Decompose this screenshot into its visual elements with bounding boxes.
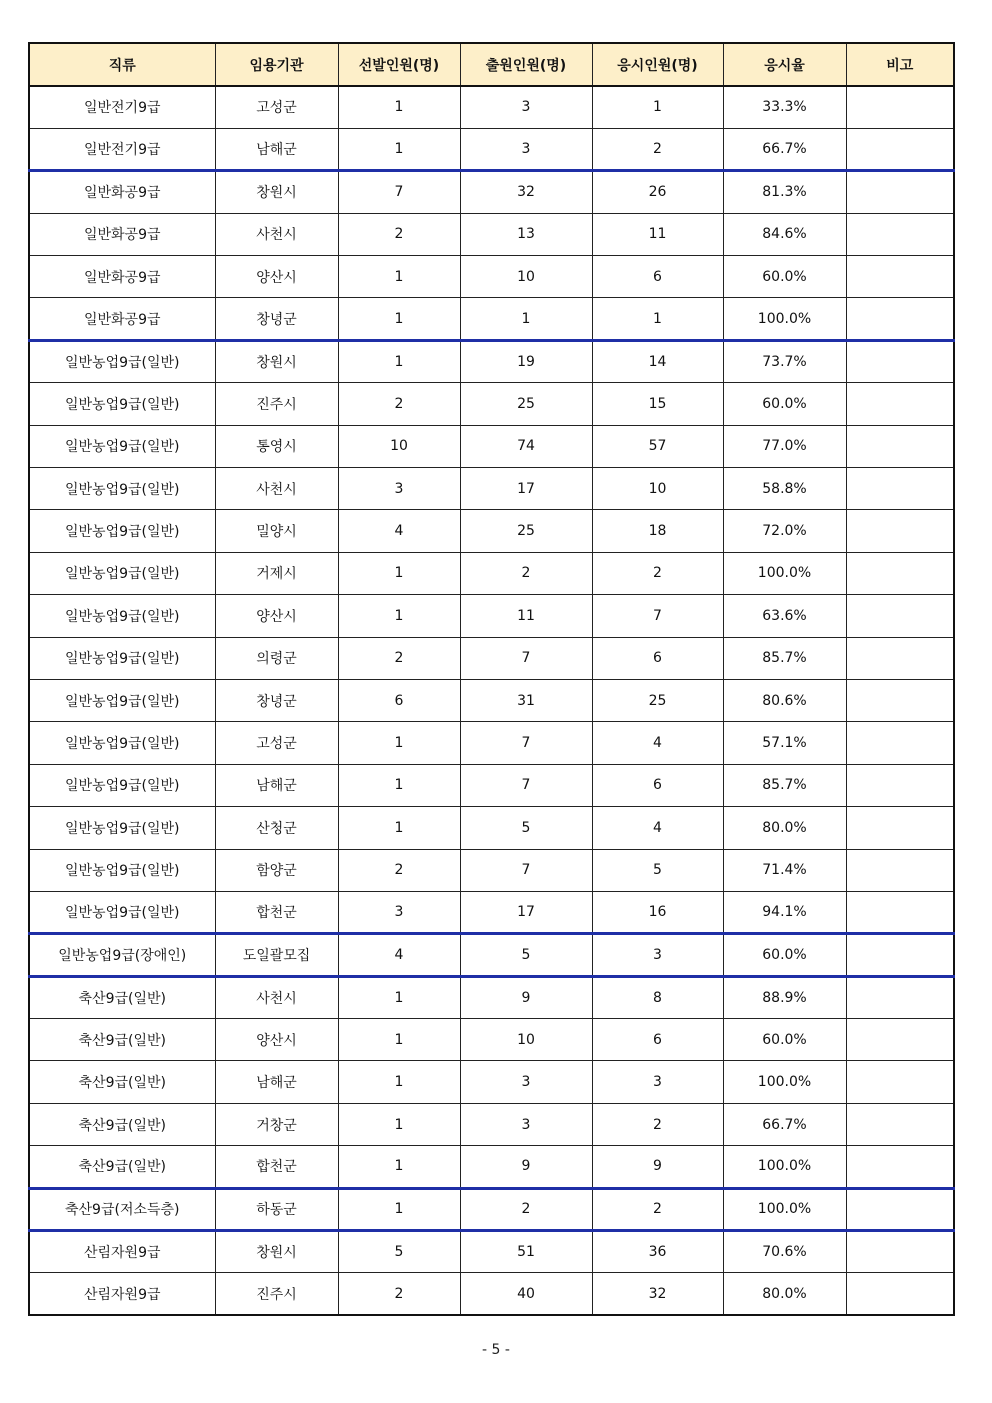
cell-note <box>846 849 954 891</box>
cell-note <box>846 1231 954 1273</box>
cell-attended: 2 <box>592 128 723 170</box>
cell-job: 축산9급(일반) <box>29 1061 215 1103</box>
table-row <box>29 213 954 255</box>
page-number: - 5 - <box>482 1342 510 1358</box>
cell-selected: 2 <box>338 637 460 679</box>
cell-selected: 2 <box>338 213 460 255</box>
cell-note <box>846 1103 954 1145</box>
cell-applied: 74 <box>460 425 592 467</box>
table-row <box>29 934 954 976</box>
cell-selected: 1 <box>338 1019 460 1061</box>
cell-rate: 72.0% <box>723 510 846 552</box>
cell-applied: 2 <box>460 1188 592 1230</box>
cell-applied: 10 <box>460 256 592 298</box>
cell-rate: 100.0% <box>723 1188 846 1230</box>
cell-job: 일반농업9급(일반) <box>29 764 215 806</box>
cell-note <box>846 722 954 764</box>
cell-applied: 25 <box>460 383 592 425</box>
cell-applied: 32 <box>460 171 592 213</box>
cell-attended: 4 <box>592 722 723 764</box>
table-row <box>29 1273 954 1315</box>
cell-rate: 88.9% <box>723 976 846 1018</box>
cell-attended: 16 <box>592 891 723 933</box>
cell-rate: 60.0% <box>723 1019 846 1061</box>
table-row <box>29 86 954 128</box>
cell-job: 일반농업9급(일반) <box>29 383 215 425</box>
cell-rate: 63.6% <box>723 595 846 637</box>
cell-agency: 산청군 <box>215 807 338 849</box>
table-row <box>29 383 954 425</box>
table-row <box>29 637 954 679</box>
cell-selected: 1 <box>338 807 460 849</box>
cell-attended: 2 <box>592 1103 723 1145</box>
cell-job: 일반화공9급 <box>29 171 215 213</box>
cell-note <box>846 976 954 1018</box>
cell-attended: 1 <box>592 298 723 340</box>
cell-job: 일반농업9급(일반) <box>29 891 215 933</box>
cell-agency: 밀양시 <box>215 510 338 552</box>
cell-note <box>846 425 954 467</box>
cell-rate: 66.7% <box>723 128 846 170</box>
cell-agency: 통영시 <box>215 425 338 467</box>
cell-job: 일반농업9급(일반) <box>29 807 215 849</box>
cell-job: 일반농업9급(장애인) <box>29 934 215 976</box>
cell-selected: 1 <box>338 764 460 806</box>
table-row <box>29 298 954 340</box>
cell-attended: 2 <box>592 1188 723 1230</box>
cell-rate: 81.3% <box>723 171 846 213</box>
cell-note <box>846 934 954 976</box>
cell-agency: 창원시 <box>215 1231 338 1273</box>
table-row <box>29 976 954 1018</box>
table-row <box>29 256 954 298</box>
cell-agency: 양산시 <box>215 1019 338 1061</box>
cell-selected: 5 <box>338 1231 460 1273</box>
cell-note <box>846 128 954 170</box>
cell-applied: 5 <box>460 807 592 849</box>
cell-rate: 100.0% <box>723 552 846 594</box>
cell-applied: 7 <box>460 722 592 764</box>
cell-rate: 80.0% <box>723 807 846 849</box>
cell-job: 일반농업9급(일반) <box>29 510 215 552</box>
cell-rate: 77.0% <box>723 425 846 467</box>
cell-agency: 거제시 <box>215 552 338 594</box>
cell-attended: 32 <box>592 1273 723 1315</box>
cell-applied: 25 <box>460 510 592 552</box>
cell-selected: 4 <box>338 510 460 552</box>
cell-selected: 2 <box>338 383 460 425</box>
cell-note <box>846 1188 954 1230</box>
cell-attended: 5 <box>592 849 723 891</box>
cell-attended: 57 <box>592 425 723 467</box>
table-row <box>29 468 954 510</box>
cell-note <box>846 213 954 255</box>
cell-note <box>846 807 954 849</box>
cell-attended: 7 <box>592 595 723 637</box>
table-row <box>29 1019 954 1061</box>
cell-note <box>846 510 954 552</box>
cell-selected: 1 <box>338 340 460 382</box>
cell-attended: 6 <box>592 637 723 679</box>
cell-attended: 1 <box>592 86 723 128</box>
cell-selected: 10 <box>338 425 460 467</box>
cell-selected: 4 <box>338 934 460 976</box>
header-attended: 응시인원(명) <box>592 43 723 86</box>
cell-attended: 26 <box>592 171 723 213</box>
cell-selected: 1 <box>338 1188 460 1230</box>
cell-rate: 84.6% <box>723 213 846 255</box>
cell-attended: 2 <box>592 552 723 594</box>
cell-applied: 10 <box>460 1019 592 1061</box>
cell-rate: 57.1% <box>723 722 846 764</box>
cell-note <box>846 171 954 213</box>
cell-job: 축산9급(일반) <box>29 1103 215 1145</box>
cell-selected: 2 <box>338 1273 460 1315</box>
cell-selected: 2 <box>338 849 460 891</box>
cell-applied: 9 <box>460 1146 592 1188</box>
cell-selected: 6 <box>338 679 460 721</box>
cell-attended: 6 <box>592 1019 723 1061</box>
cell-selected: 1 <box>338 1146 460 1188</box>
cell-job: 일반농업9급(일반) <box>29 552 215 594</box>
cell-agency: 합천군 <box>215 1146 338 1188</box>
header-row <box>29 43 954 86</box>
cell-selected: 1 <box>338 86 460 128</box>
cell-agency: 진주시 <box>215 1273 338 1315</box>
table-row <box>29 425 954 467</box>
cell-agency: 남해군 <box>215 1061 338 1103</box>
cell-selected: 1 <box>338 1061 460 1103</box>
cell-job: 산림자원9급 <box>29 1231 215 1273</box>
cell-note <box>846 1019 954 1061</box>
table-row <box>29 679 954 721</box>
cell-applied: 3 <box>460 1061 592 1103</box>
cell-rate: 70.6% <box>723 1231 846 1273</box>
cell-selected: 3 <box>338 468 460 510</box>
cell-job: 축산9급(저소득층) <box>29 1188 215 1230</box>
cell-rate: 100.0% <box>723 1146 846 1188</box>
table-row <box>29 595 954 637</box>
cell-rate: 66.7% <box>723 1103 846 1145</box>
cell-selected: 1 <box>338 722 460 764</box>
cell-applied: 51 <box>460 1231 592 1273</box>
cell-applied: 2 <box>460 552 592 594</box>
table-header <box>29 43 954 86</box>
header-note: 비고 <box>846 43 954 86</box>
cell-job: 축산9급(일반) <box>29 1019 215 1061</box>
cell-agency: 양산시 <box>215 256 338 298</box>
cell-selected: 1 <box>338 128 460 170</box>
cell-applied: 19 <box>460 340 592 382</box>
cell-agency: 합천군 <box>215 891 338 933</box>
table-row <box>29 1061 954 1103</box>
cell-rate: 100.0% <box>723 298 846 340</box>
cell-applied: 1 <box>460 298 592 340</box>
table-row <box>29 722 954 764</box>
cell-applied: 13 <box>460 213 592 255</box>
table-row <box>29 891 954 933</box>
table-row <box>29 807 954 849</box>
cell-note <box>846 891 954 933</box>
cell-job: 일반농업9급(일반) <box>29 637 215 679</box>
cell-job: 축산9급(일반) <box>29 976 215 1018</box>
cell-selected: 1 <box>338 552 460 594</box>
table-row <box>29 849 954 891</box>
cell-rate: 73.7% <box>723 340 846 382</box>
header-rate: 응시율 <box>723 43 846 86</box>
cell-applied: 3 <box>460 86 592 128</box>
cell-attended: 6 <box>592 256 723 298</box>
cell-note <box>846 468 954 510</box>
cell-note <box>846 86 954 128</box>
cell-agency: 진주시 <box>215 383 338 425</box>
cell-rate: 58.8% <box>723 468 846 510</box>
table-row <box>29 340 954 382</box>
cell-agency: 남해군 <box>215 128 338 170</box>
cell-applied: 40 <box>460 1273 592 1315</box>
cell-rate: 100.0% <box>723 1061 846 1103</box>
cell-rate: 60.0% <box>723 256 846 298</box>
cell-applied: 11 <box>460 595 592 637</box>
cell-rate: 94.1% <box>723 891 846 933</box>
cell-agency: 창녕군 <box>215 679 338 721</box>
cell-agency: 함양군 <box>215 849 338 891</box>
cell-note <box>846 1146 954 1188</box>
cell-job: 일반화공9급 <box>29 213 215 255</box>
cell-note <box>846 764 954 806</box>
cell-attended: 18 <box>592 510 723 552</box>
cell-agency: 사천시 <box>215 468 338 510</box>
table-row <box>29 552 954 594</box>
cell-agency: 거창군 <box>215 1103 338 1145</box>
cell-job: 일반전기9급 <box>29 86 215 128</box>
header-job: 직류 <box>29 43 215 86</box>
table-row <box>29 128 954 170</box>
cell-agency: 사천시 <box>215 213 338 255</box>
cell-job: 일반농업9급(일반) <box>29 722 215 764</box>
cell-attended: 4 <box>592 807 723 849</box>
cell-note <box>846 256 954 298</box>
cell-job: 일반농업9급(일반) <box>29 849 215 891</box>
cell-job: 일반농업9급(일반) <box>29 468 215 510</box>
cell-attended: 15 <box>592 383 723 425</box>
cell-job: 축산9급(일반) <box>29 1146 215 1188</box>
cell-selected: 7 <box>338 171 460 213</box>
cell-applied: 31 <box>460 679 592 721</box>
cell-rate: 80.6% <box>723 679 846 721</box>
cell-job: 일반농업9급(일반) <box>29 595 215 637</box>
cell-note <box>846 1273 954 1315</box>
cell-selected: 3 <box>338 891 460 933</box>
table-row <box>29 1231 954 1273</box>
cell-selected: 1 <box>338 976 460 1018</box>
cell-note <box>846 552 954 594</box>
cell-attended: 6 <box>592 764 723 806</box>
cell-agency: 도일괄모집 <box>215 934 338 976</box>
cell-job: 일반농업9급(일반) <box>29 340 215 382</box>
cell-job: 일반농업9급(일반) <box>29 425 215 467</box>
cell-selected: 1 <box>338 298 460 340</box>
cell-attended: 14 <box>592 340 723 382</box>
cell-attended: 3 <box>592 934 723 976</box>
cell-job: 산림자원9급 <box>29 1273 215 1315</box>
cell-applied: 3 <box>460 1103 592 1145</box>
cell-rate: 60.0% <box>723 383 846 425</box>
cell-note <box>846 340 954 382</box>
cell-attended: 8 <box>592 976 723 1018</box>
cell-applied: 7 <box>460 764 592 806</box>
cell-rate: 71.4% <box>723 849 846 891</box>
cell-applied: 7 <box>460 637 592 679</box>
cell-agency: 창원시 <box>215 340 338 382</box>
cell-selected: 1 <box>338 1103 460 1145</box>
cell-agency: 창녕군 <box>215 298 338 340</box>
table-body <box>29 86 954 1315</box>
cell-rate: 60.0% <box>723 934 846 976</box>
cell-applied: 17 <box>460 891 592 933</box>
cell-agency: 사천시 <box>215 976 338 1018</box>
table-row <box>29 1146 954 1188</box>
cell-rate: 85.7% <box>723 764 846 806</box>
cell-agency: 고성군 <box>215 86 338 128</box>
cell-job: 일반농업9급(일반) <box>29 679 215 721</box>
cell-note <box>846 595 954 637</box>
cell-agency: 양산시 <box>215 595 338 637</box>
cell-applied: 17 <box>460 468 592 510</box>
cell-attended: 25 <box>592 679 723 721</box>
cell-rate: 80.0% <box>723 1273 846 1315</box>
table-row <box>29 1103 954 1145</box>
cell-selected: 1 <box>338 595 460 637</box>
cell-attended: 10 <box>592 468 723 510</box>
results-table <box>28 42 955 1316</box>
cell-job: 일반화공9급 <box>29 256 215 298</box>
cell-agency: 창원시 <box>215 171 338 213</box>
cell-applied: 5 <box>460 934 592 976</box>
cell-attended: 9 <box>592 1146 723 1188</box>
table-row <box>29 1188 954 1230</box>
cell-note <box>846 1061 954 1103</box>
cell-note <box>846 679 954 721</box>
header-agency: 임용기관 <box>215 43 338 86</box>
cell-agency: 하동군 <box>215 1188 338 1230</box>
table-row <box>29 171 954 213</box>
cell-job: 일반전기9급 <box>29 128 215 170</box>
cell-selected: 1 <box>338 256 460 298</box>
cell-applied: 7 <box>460 849 592 891</box>
cell-note <box>846 298 954 340</box>
cell-job: 일반화공9급 <box>29 298 215 340</box>
table-row <box>29 764 954 806</box>
cell-note <box>846 383 954 425</box>
cell-attended: 11 <box>592 213 723 255</box>
header-applied: 출원인원(명) <box>460 43 592 86</box>
cell-note <box>846 637 954 679</box>
cell-attended: 36 <box>592 1231 723 1273</box>
cell-applied: 9 <box>460 976 592 1018</box>
table-row <box>29 510 954 552</box>
cell-applied: 3 <box>460 128 592 170</box>
cell-rate: 33.3% <box>723 86 846 128</box>
cell-agency: 남해군 <box>215 764 338 806</box>
cell-attended: 3 <box>592 1061 723 1103</box>
cell-rate: 85.7% <box>723 637 846 679</box>
cell-agency: 의령군 <box>215 637 338 679</box>
cell-agency: 고성군 <box>215 722 338 764</box>
header-selected: 선발인원(명) <box>338 43 460 86</box>
